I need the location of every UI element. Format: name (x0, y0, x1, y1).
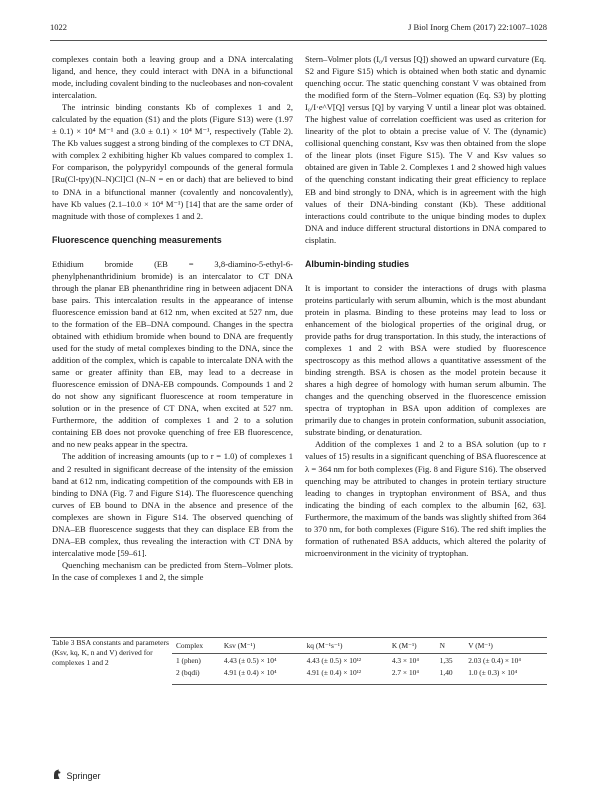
paragraph: complexes contain both a leaving group and a DNA intercalating ligand, and hence, they could interact with DNA in a bifunctional mode, including covalent binding to the nucleobases and non-covalent intercalation. (52, 54, 293, 101)
table-cell: 1 (phen) (176, 656, 201, 665)
column-header: K (M⁻¹) (388, 640, 436, 654)
section-heading: Fluorescence quenching measurements (52, 234, 222, 245)
paragraph: It is important to consider the interactions of drugs with plasma proteins particularly with serum albumin, which is the most abundant protein in plasma. Binding to these proteins may lead to loss or enhancement of the biological properties of the original drug, or provide paths for drug transportation. In this study, the interactions of complexes 1 and 2 with BSA were studied by fluorescence spectroscopy as this method allows a quantitative assessment of the binding strength. BSA is chosen as the model protein because it shares a high degree of homology with human serum albumin. The changes and the quenching observed in the fluorescence emission spectra of tryptophan in BSA upon addition of complexes are primarily due to changes in protein conformation, subunit association, substrate binding, or denaturation. (305, 282, 546, 438)
table-row (172, 666, 547, 678)
paragraph: Quenching mechanism can be predicted from Stern–Volmer plots. In the case of complexes 1 and 2, the simple (52, 559, 293, 582)
table-caption: Table 3 BSA constants and parameters (Ksv, kq, K, n and V) derived for complexes 1 and 2 (52, 638, 169, 668)
paragraph: Stern–Volmer plots (I₀/I versus [Q]) showed an upward curvature (Eq. S2 and Figure S15) which is obtained when both static and dynamic quenching occur. The static quenching constant V was obtained from the modified form of the Stern–Volmer equation (Eq. S3) by plotting I₀/I·e^V[Q] versus [Q] by varying V until a linear plot was obtained. The highest value of correlation coefficient was used as criterion for linearity of the plot to obtain a precise value of V. The (dynamic) collisional quenching constant, Ksv was then obtained from the slope of the linear plots (inset Figure S15). The V and Ksv values so obtained are given in Table 2. Complexes 1 and 2 showed high values of the quenching constant indicating their great efficiency to replace EB and bind strongly to DNA, which is in agreement with the high values of their DNA-binding constant (Kb). These additional interactions could contribute to the unique binding modes to duplex DNA and induce different structural distortions in DNA compared to cisplatin. (305, 54, 546, 245)
table-cell: 1.0 (± 0.3) × 10⁴ (468, 668, 518, 677)
journal-citation: J Biol Inorg Chem (2017) 22:1007–1028 (408, 22, 547, 32)
paragraph: The intrinsic binding constants Kb of complexes 1 and 2, calculated by the equation (S1) and the plots (Figure S13) were (1.97 ± 0.1) × 10⁴ M⁻¹ and (3.0 ± 0.1) × 10⁴ M⁻¹, respectively (Table 2). The Kb values suggest a strong binding of the complexes to CT DNA, with complex 2 exhibiting higher Kb values compared to complex 1. For comparison, the polypyridyl compounds of the general formula [Ru(Cl-tpy)(N–N)Cl]Cl (N–N = en or dach) that are believed to bind to DNA in a bifunctional manner (covalently and noncovalently), have Kb values (2.1–10.0 × 10⁴ M⁻¹) [14] that are the same order of magnitude with those of complexes 1 and 2. (52, 102, 293, 221)
table-cell: 4.43 (± 0.5) × 10⁴ (223, 656, 277, 665)
table-header-row (172, 640, 547, 654)
table-cell: 1,35 (439, 656, 453, 665)
publisher-footer (52, 769, 101, 781)
table-cell: 2 (bqdi) (176, 668, 200, 677)
right-column (305, 53, 546, 559)
page-number: 1022 (50, 22, 67, 32)
paragraph: Addition of the complexes 1 and 2 to a BSA solution (up to r values of 15) results in a significant quenching of BSA fluorescence at λ = 364 nm for both complexes (Fig. 8 and Figure S16). The observed quenching may be attributed to changes in protein tertiary structure leading to changes in tryptophan environment of BSA, and thus indicating the binding of each complex to the albumin [62, 63]. Furthermore, the maximum of the bands was slightly shifted from 364 to 370 nm, for both complexes (Figure S16). The red shift implies the formation of ruthenated BSA adducts, which altered the polarity of microenvironment in the vicinity of tryptophan. (305, 439, 546, 558)
paragraph: Ethidium bromide (EB = 3,8-diamino-5-ethyl-6-phenylphenanthridinium bromide) is an intercalator to CT DNA through the planar EB phenanthridine ring in between adjacent DNA base pairs. This intercalation results in the appearance of intense fluorescence emission band at 612 nm, when excited at 527 nm, due to the formation of the EB–DNA compound. Changes in the spectra obtained with ethidium bromide when bound to DNA are frequently used for the study of metal complexes binding to the DNA, since the addition of the complex, which is capable to intercalate DNA with the same or greater affinity than EB, may lead to a decrease in fluorescence emission of DNA-EB compounds. Compounds 1 and 2 do not show any significant fluorescence at room temperature in solution or in the presence of CT DNA, when excited at 527 nm. Furthermore, the addition of complexes 1 and 2 to a solution containing EB does not provoke quenching of free EB fluorescence, and no new peaks appear in the spectra. (52, 258, 293, 450)
table-cell: 4.91 (± 0.4) × 10¹² (306, 668, 362, 677)
springer-horse-icon (52, 769, 62, 780)
column-header: N (436, 640, 465, 654)
table-cell: 2.7 × 10⁴ (391, 668, 419, 677)
table-cell: 1,40 (439, 668, 453, 677)
paragraph: The addition of increasing amounts (up to r = 1.0) of complexes 1 and 2 resulted in significant decrease of the intensity of the emission band at 612 nm, indicating competition of the compounds with EB in binding to DNA (Fig. 7 and Figure S14). The fluorescence quenching curves of EB bound to DNA in the absence and presence of the complexes are shown in Figure S14. The observed quenching of DNA–EB fluorescence suggests that they can displace EB from the DNA–EB complex, thus revealing the interaction with CT DNA by intercalative mode [59–61]. (52, 451, 293, 558)
left-column (52, 53, 293, 583)
section-heading: Albumin-binding studies (305, 258, 410, 269)
table-cell: 4.3 × 10⁴ (391, 656, 419, 665)
column-header: V (M⁻¹) (464, 640, 547, 654)
table-cell: 4.91 (± 0.4) × 10⁴ (223, 668, 277, 677)
table-row (172, 654, 547, 667)
header-rule (50, 40, 547, 41)
publisher-name: Springer (66, 771, 101, 781)
column-header: kq (M⁻¹s⁻¹) (303, 640, 388, 654)
column-header: Ksv (M⁻¹) (220, 640, 303, 654)
bsa-constants-table (172, 640, 547, 678)
table-bottom-rule (172, 684, 547, 685)
table-cell: 4.43 (± 0.5) × 10¹² (306, 656, 362, 665)
column-header: Complex (172, 640, 220, 654)
table-cell: 2.03 (± 0.4) × 10⁴ (468, 656, 521, 665)
